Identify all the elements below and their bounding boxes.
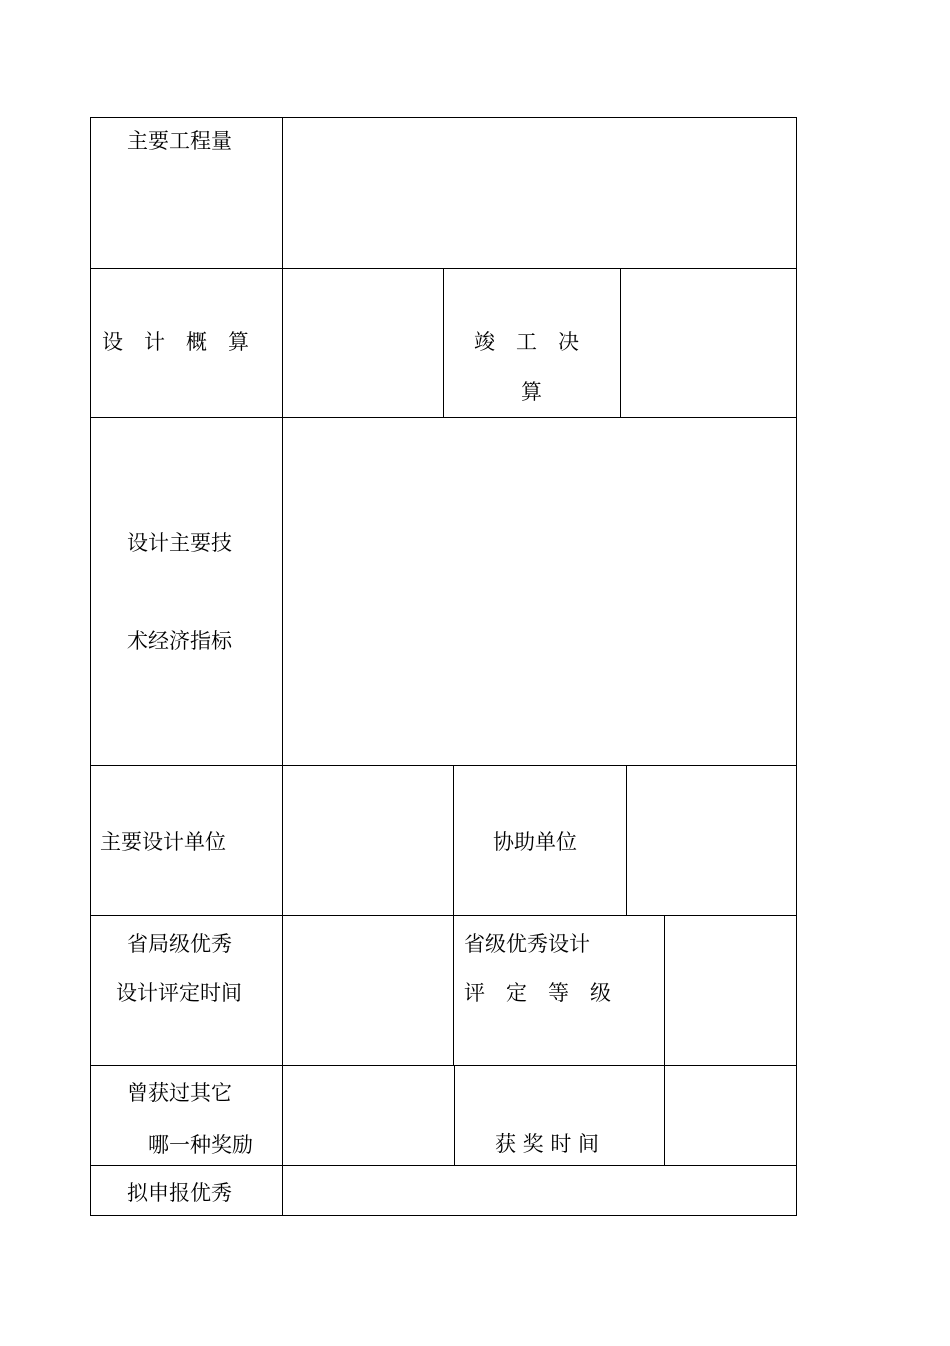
table-border-bottom <box>90 1215 797 1216</box>
apply-label: 拟申报优秀 <box>127 1181 232 1205</box>
evaluation-time-label-line1: 省局级优秀 <box>127 932 232 956</box>
main-quantity-label: 主要工程量 <box>127 129 232 153</box>
award-time-field[interactable] <box>665 1066 796 1165</box>
column-divider <box>454 1065 455 1166</box>
assist-unit-label: 协助单位 <box>493 830 577 854</box>
tech-indicators-field[interactable] <box>283 418 796 765</box>
evaluation-time-label-line2: 设计评定时间 <box>116 981 242 1005</box>
other-awards-label-line1: 曾获过其它 <box>127 1081 232 1105</box>
budget-label: 设 计 概 算 <box>102 330 249 354</box>
tech-indicators-label-line2: 术经济指标 <box>127 629 232 653</box>
budget-field[interactable] <box>283 269 443 417</box>
evaluation-grade-label-line1: 省级优秀设计 <box>464 932 590 956</box>
evaluation-grade-field[interactable] <box>665 916 796 1065</box>
table-border-right <box>796 117 797 1216</box>
table-border-left <box>90 117 91 1216</box>
column-divider <box>443 268 444 418</box>
evaluation-grade-label-line2: 评 定 等 级 <box>464 981 611 1005</box>
tech-indicators-label-line1: 设计主要技 <box>127 531 232 555</box>
assist-unit-field[interactable] <box>627 766 796 915</box>
column-divider <box>453 765 454 1066</box>
evaluation-time-field[interactable] <box>283 916 453 1065</box>
other-awards-field[interactable] <box>283 1066 454 1165</box>
final-accounts-field[interactable] <box>621 269 796 417</box>
final-accounts-label-line1: 竣 工 决 <box>474 330 579 354</box>
apply-field[interactable] <box>283 1166 796 1215</box>
main-design-unit-field[interactable] <box>283 766 453 915</box>
main-design-unit-label: 主要设计单位 <box>100 830 226 854</box>
main-quantity-field[interactable] <box>283 118 796 268</box>
final-accounts-label-line2: 算 <box>521 380 542 404</box>
other-awards-label-line2: 哪一种奖励 <box>148 1133 253 1157</box>
award-time-label: 获 奖 时 间 <box>495 1132 600 1156</box>
